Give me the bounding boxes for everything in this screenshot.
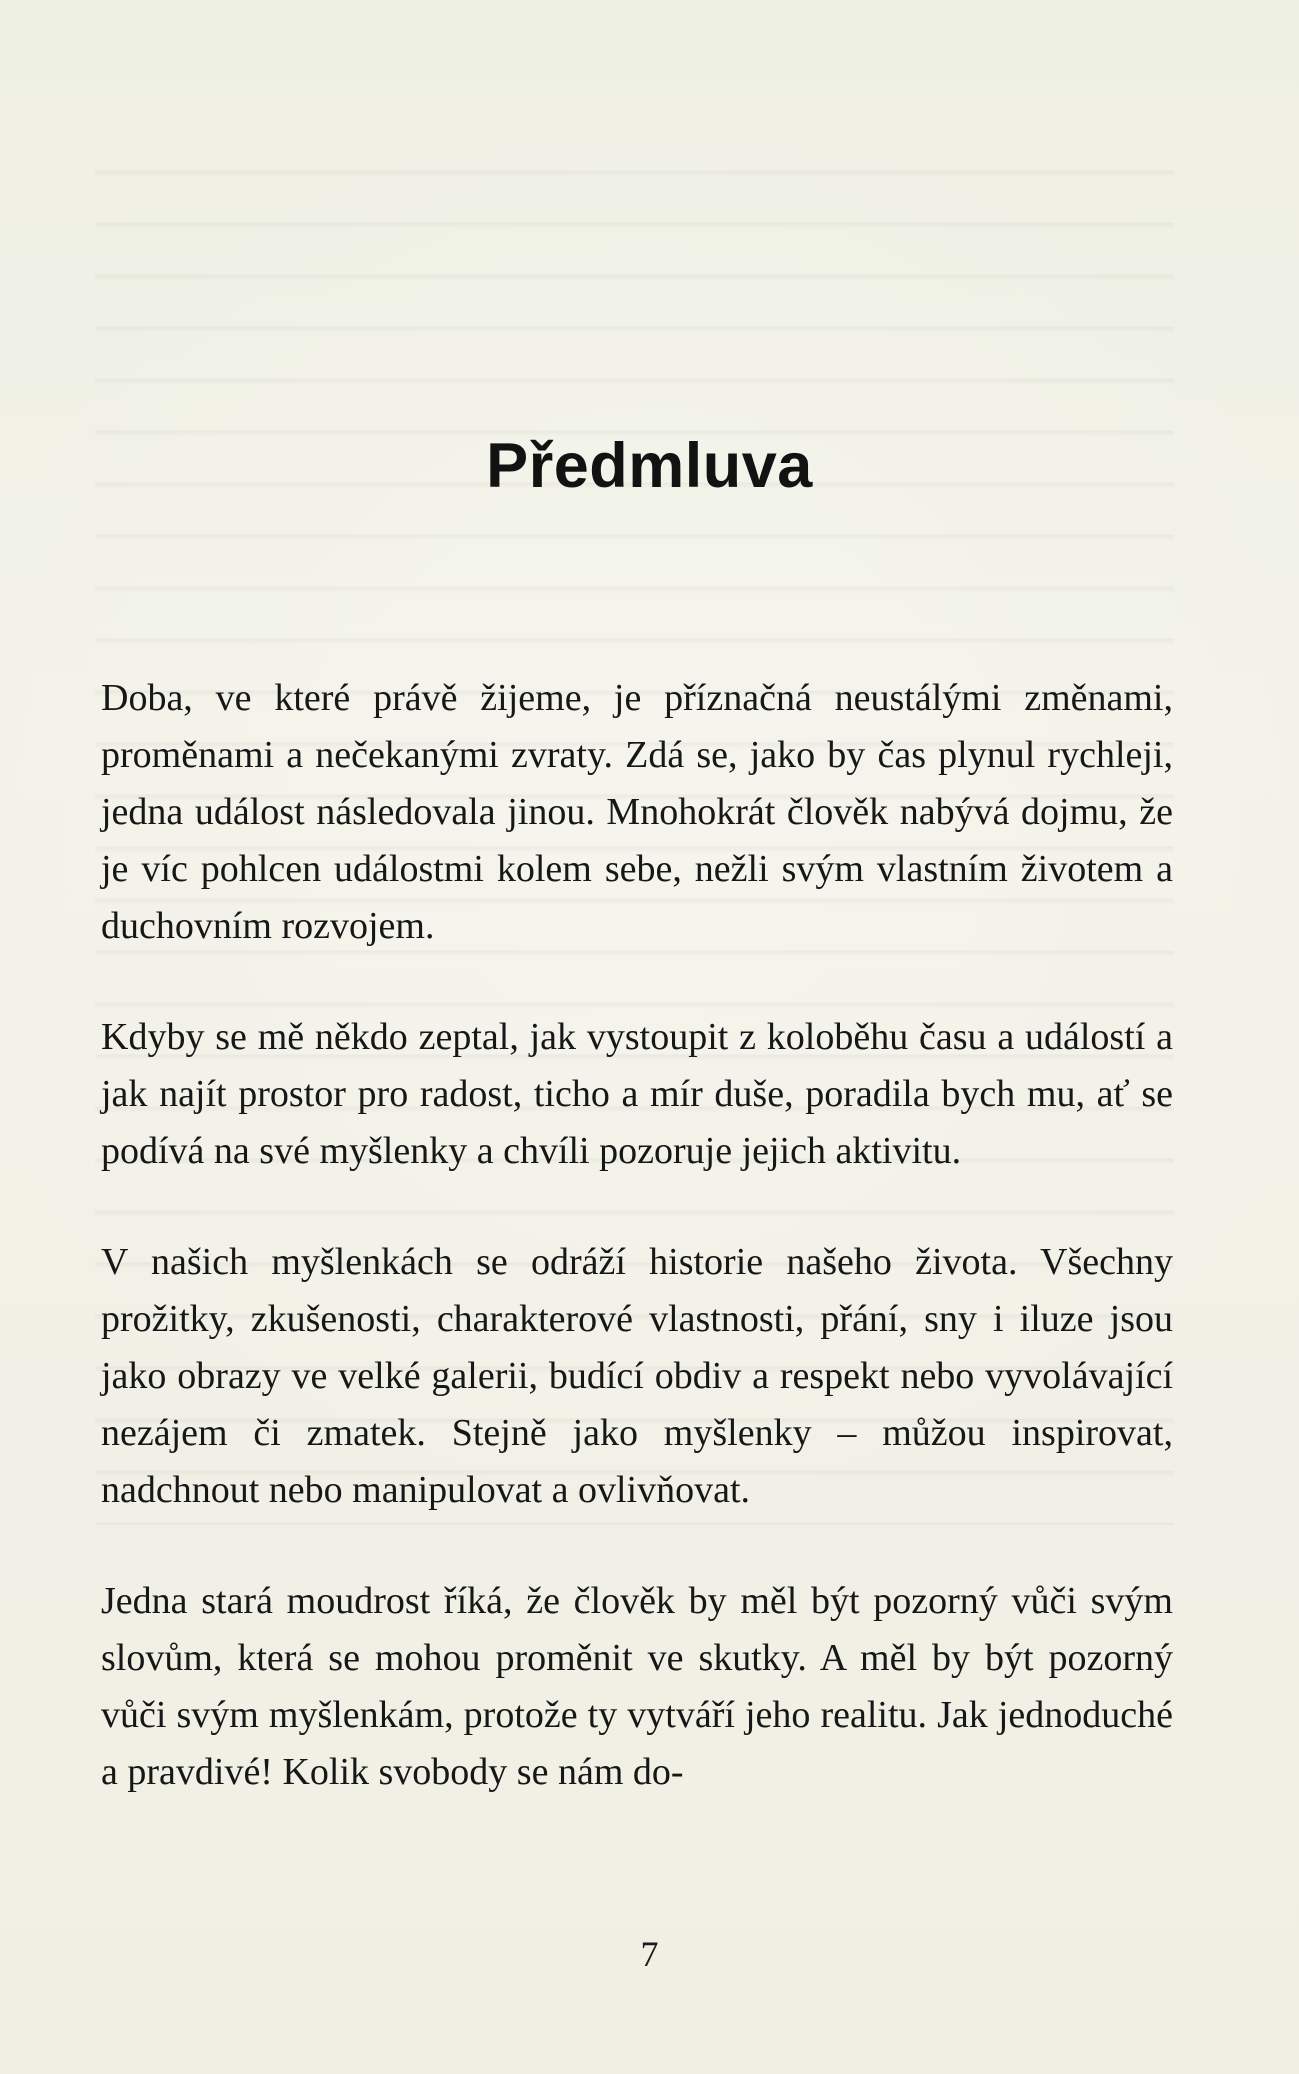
page-title: Předmluva [486,431,813,501]
paragraph-3: V našich myšlenkách se odráží historie našeho života. Všechny prožitky, zkušenosti, charakterové vlastnosti, přání, sny i iluze jsou jako obrazy ve velké galerii, budící obdiv a respekt nebo vyvolávající nezájem či zmatek. Stejně jako myšlenky – můžou inspirovat, nadchnout nebo manipulovat a ovlivňovat. [101,1241,1173,1511]
page-number: 7 [640,1934,659,1974]
paragraph-2: Kdyby se mě někdo zeptal, jak vystoupit z koloběhu času a událostí a jak najít prostor pro radost, ticho a mír duše, poradila bych mu, ať se podívá na své myšlenky a chvíli pozoruje jejich aktivitu. [101,1016,1173,1172]
paragraph-1: Doba, ve které právě žijeme, je příznačná neustálými změnami, proměnami a nečekanými zvraty. Zdá se, jako by čas plynul rychleji, jedna událost následovala jinou. Mnohokrát člověk nabývá dojmu, že je víc pohlcen událostmi kolem sebe, nežli svým vlastním životem a duchovním rozvojem. [101,677,1173,947]
body-text [101,670,1173,1855]
paragraph-4: Jedna stará moudrost říká, že člověk by měl být pozorný vůči svým slovům, která se mohou proměnit ve skutky. A měl by být pozorný vůči svým myšlenkám, protože ty vytváří jeho realitu. Jak jednoduché a pravdivé! Kolik svobody se nám do- [101,1580,1173,1793]
